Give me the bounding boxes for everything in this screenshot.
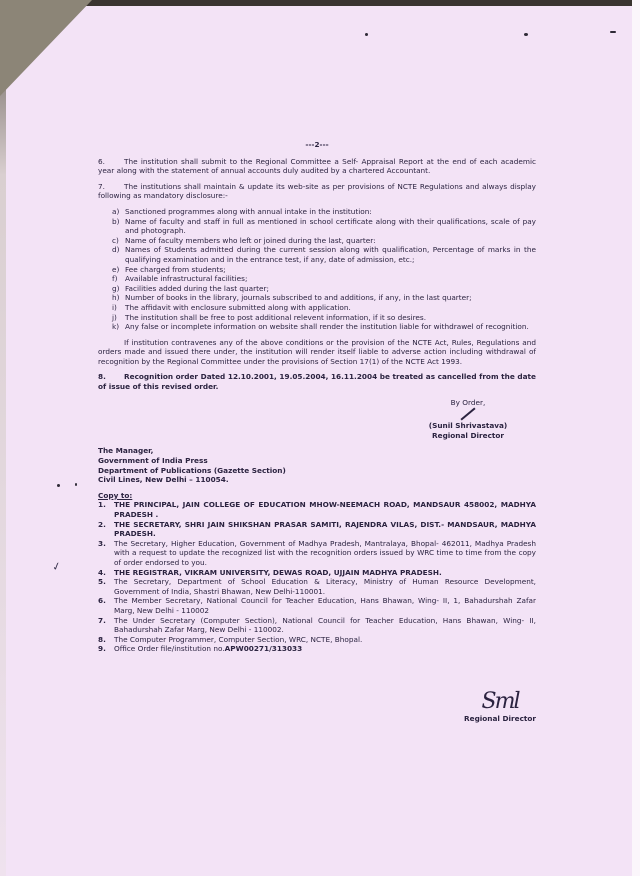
list-label: h) [112,293,120,303]
copy-item-text: The Secretary, Department of School Education & Literacy, Ministry of Human Resource Development, Government of India, Shastri Bhawan, New Delhi-110001. [114,577,536,596]
copy-item-text: The Secretary, Higher Education, Government of Madhya Pradesh, Mantralaya, Bhopal- 462011, Madhya Pradesh with a request to update the recognized list with the recognition orders issued by WRC time to time from the copy of order endorsed to you. [114,538,536,567]
copy-item-text: THE SECRETARY, SHRI JAIN SHIKSHAN PRASAR SAMITI, RAJENDRA VILAS, DIST.- MANDSAUR, MADHYA PRADESH. [114,519,536,539]
signatory-block [398,398,538,441]
addressee-line: Government of India Press [98,456,208,466]
copy-item [98,635,536,645]
list-text: Number of books in the library, journals subscribed to and additions, if any, in the last quarter; [125,293,472,303]
list-item [112,207,536,217]
copy-item-number: 2. [98,519,106,529]
paragraph-text: Recognition order Dated 12.10.2001, 19.05.2004, 16.11.2004 be treated as cancelled from the date of issue of this revised order. [98,372,536,392]
speck [524,33,528,36]
copy-item [98,568,536,578]
copy-to-heading: Copy to: [98,490,133,500]
speck [57,484,60,487]
copy-item-number: 8. [98,634,106,644]
list-item [112,217,536,236]
copy-to-list [98,500,536,654]
final-signatory-title: Regional Director [464,714,536,723]
list-text: The institution shall be free to post additional relevent information, if it so desires. [125,312,427,322]
list-text: The affidavit with enclosure submitted along with application. [125,302,351,312]
list-label: g) [112,283,120,293]
copy-item [98,539,536,568]
handwritten-tick-icon: ✓ [50,559,63,574]
contravention-paragraph: If institution contravenes any of the above conditions or the provision of the NCTE Act, Rules, Regulations and orders made and issued there under, the institution will render itself liable to adverse action including withdrawal of recognition by the Regional Committee under the provisions of Section 17(1) of the NCTE Act 1993. [98,337,536,366]
list-item [112,303,536,313]
paragraph-6 [98,157,536,176]
list-text: Any false or incomplete information on website shall render the institution liable for withdrawel of recognition. [125,322,529,332]
copy-item [98,500,536,519]
copy-item-text [114,644,536,654]
list-label: b) [112,216,120,226]
copy-item-number: 6. [98,596,106,606]
copy-item [98,520,536,539]
scan-right-edge [632,0,640,876]
addressee-block [98,446,536,484]
scan-border [0,0,640,6]
copy-item-number: 7. [98,615,106,625]
paragraph-number: 8. [98,372,106,382]
list-item [112,322,536,332]
list-item [112,313,536,323]
list-text: Fee charged from students; [125,264,226,274]
list-label: k) [112,322,120,332]
final-signature-block [455,690,545,723]
list-label: c) [112,235,119,245]
addressee-line: Department of Publications (Gazette Section) [98,465,286,475]
list-label: a) [112,206,120,216]
file-number-label: Office Order file/institution no. [114,644,225,654]
list-label: e) [112,264,120,274]
addressee-line: The Manager, [98,446,154,456]
paragraph-text: The institutions shall maintain & update its web-site as per provisions of NCTE Regulations and always display following as mandatory disclosure:- [98,181,536,201]
speck [365,33,368,36]
list-text: Facilities added during the last quarter; [125,283,269,293]
copy-item [98,577,536,596]
addressee-line: Civil Lines, New Delhi – 110054. [98,475,229,485]
page-number: ---2--- [305,140,329,149]
copy-item [98,596,536,615]
speck [610,31,616,33]
list-item [112,284,536,294]
copy-item-number: 1. [98,500,106,510]
copy-item-text: The Member Secretary, National Council for Teacher Education, Hans Bhawan, Wing- II, 1, Bahadurshah Zafar Marg, New Delhi - 110002 [114,596,536,615]
by-order-text: By Order, [450,397,486,407]
list-item [112,245,536,264]
folded-corner [0,0,92,96]
document-page [98,140,536,654]
copy-item [98,644,536,654]
handwritten-signature: Sml [481,689,519,714]
signatory-name: (Sunil Shrivastava) [428,421,508,431]
paragraph-text: The institution shall submit to the Regional Committee a Self- Appraisal Report at the end of each academic year along with the statement of annual accounts duly audited by a chartered Accountant. [98,156,536,176]
list-item [112,293,536,303]
copy-item-text: THE REGISTRAR, VIKRAM UNIVERSITY, DEWAS ROAD, UJJAIN MADHYA PRADESH. [114,567,442,577]
signature-stroke-icon [460,408,475,421]
speck [75,483,77,486]
copy-item-number: 3. [98,538,106,548]
list-text: Sanctioned programmes along with annual intake in the institution: [125,206,372,216]
copy-item-text: The Under Secretary (Computer Section), National Council for Teacher Education, Hans Bhawan, Wing- II, Bahadurshah Zafar Marg, New Delhi - 110002. [114,615,536,635]
list-label: i) [112,302,117,312]
list-label: f) [112,274,118,284]
list-item [112,236,536,246]
list-label: d) [112,245,120,255]
copy-item-number: 4. [98,567,106,577]
list-text: Name of faculty and staff in full as mentioned in school certificate along with their qualifications, scale of pay and photograph. [125,216,536,236]
signatory-title: Regional Director [432,430,504,440]
list-text: Name of faculty members who left or joined during the last, quarter: [125,235,376,245]
list-item [112,274,536,284]
disclosure-list [112,207,536,332]
file-number: APW00271/313033 [224,644,303,654]
list-label: j) [112,312,117,322]
list-text: Names of Students admitted during the current session along with qualification, Percentage of marks in the qualifying examination and in the entrance test, if any, date of admission, etc.; [125,245,536,264]
list-text: Available infrastructural facilities; [125,274,248,284]
paragraph-number: 6. [98,156,105,166]
list-item [112,265,536,275]
copy-item-number: 5. [98,577,106,587]
copy-item-text: THE PRINCIPAL, JAIN COLLEGE OF EDUCATION MHOW-NEEMACH ROAD, MANDSAUR 458002, MADHYA PRADESH . [114,500,536,519]
copy-item-number: 9. [98,644,106,654]
paragraph-8 [98,372,536,391]
paragraph-number: 7. [98,181,105,191]
scan-left-edge [0,0,6,876]
paragraph-7 [98,182,536,201]
copy-item [98,616,536,635]
copy-item-text: The Computer Programmer, Computer Section, WRC, NCTE, Bhopal. [114,634,363,644]
